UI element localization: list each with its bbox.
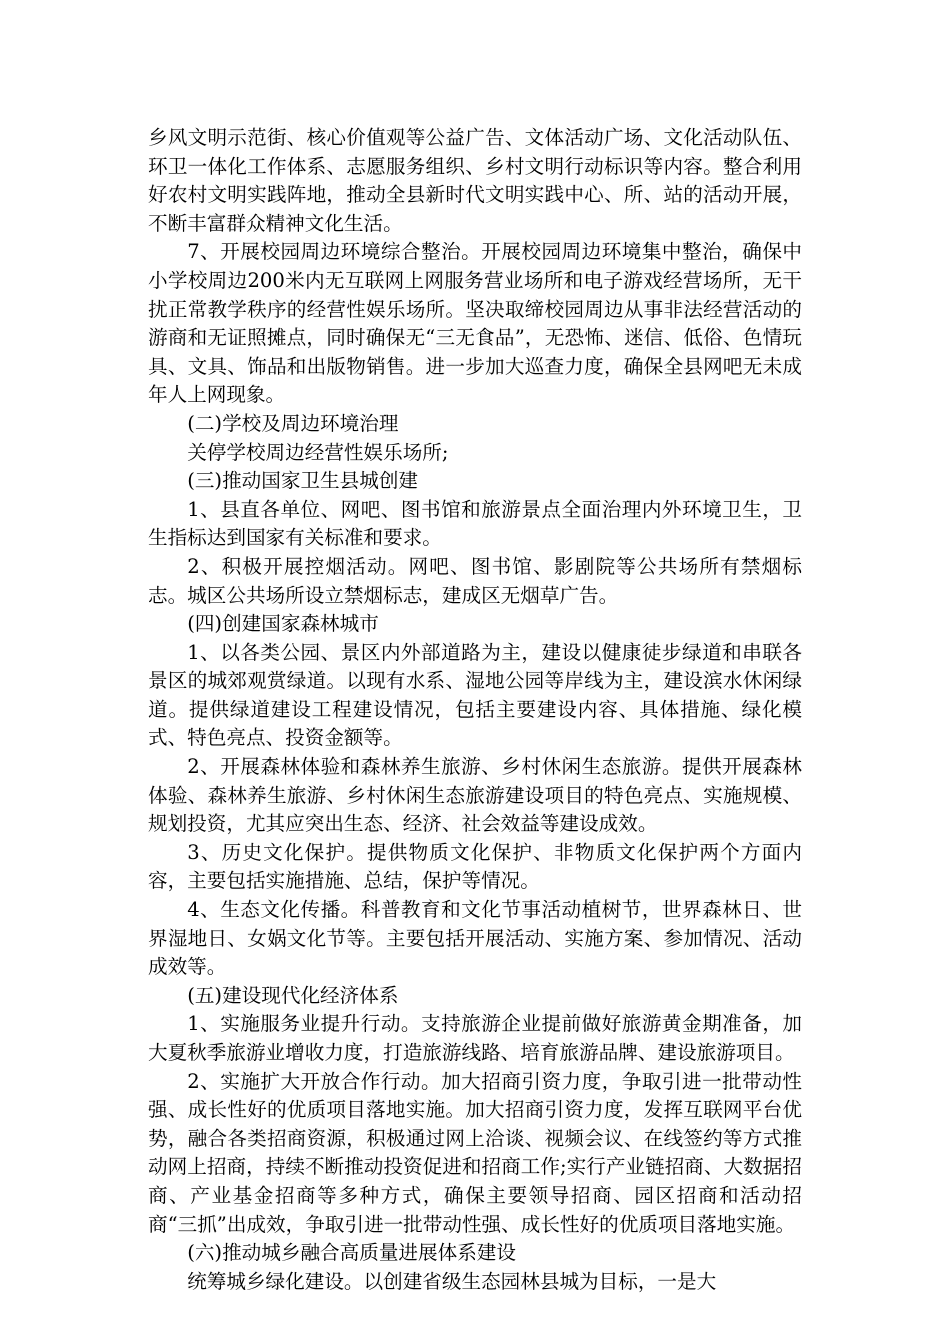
paragraph: 2、实施扩大开放合作行动。加大招商引资力度，争取引进一批带动性强、成长性好的优质项目落地实施。加大招商引资力度，发挥互联网平台优势，融合各类招商资源，积极通过网上洽谈、视频会议、在线签约等方式推动网上招商，持续不断推动投资促进和招商工作;实行产业链招商、大数据招商、产业基金招商等多种方式，确保主要领导招商、园区招商和活动招商“三抓”出成效，争取引进一批带动性强、成长性好的优质项目落地实施。 [148,1069,802,1236]
paragraph: 2、积极开展控烟活动。网吧、图书馆、影剧院等公共场所有禁烟标志。城区公共场所设立禁烟标志，建成区无烟草广告。 [148,554,802,607]
section-heading: (二)学校及周边环境治理 [187,411,399,435]
section-heading: (五)建设现代化经济体系 [187,983,399,1007]
paragraph: 关停学校周边经营性娱乐场所; [187,440,449,464]
paragraph: 乡风文明示范街、核心价值观等公益广告、文体活动广场、文化活动队伍、环卫一体化工作体系、志愿服务组织、乡村文明行动标识等内容。整合利用好农村文明实践阵地，推动全县新时代文明实践中心、所、站的活动开展，不断丰富群众精神文化生活。 [148,126,802,235]
paragraph: 1、以各类公园、景区内外部道路为主，建设以健康徒步绿道和串联各景区的城郊观赏绿道。以现有水系、湿地公园等岸线为主，建设滨水休闲绿道。提供绿道建设工程建设情况，包括主要建设内容、具体措施、绿化模式、特色亮点、投资金额等。 [148,640,802,750]
section-heading: (三)推动国家卫生县城创建 [187,469,419,493]
paragraph: 2、开展森林体验和森林养生旅游、乡村休闲生态旅游。提供开展森林体验、森林养生旅游、乡村休闲生态旅游建设项目的特色亮点、实施规模、规划投资，尤其应突出生态、经济、社会效益等建设成效。 [148,755,802,836]
paragraph: 4、生态文化传播。科普教育和文化节事活动植树节，世界森林日、世界湿地日、女娲文化节等。主要包括开展活动、实施方案、参加情况、活动成效等。 [148,898,802,979]
paragraph: 1、实施服务业提升行动。支持旅游企业提前做好旅游黄金期准备，加大夏秋季旅游业增收力度，打造旅游线路、培育旅游品牌、建设旅游项目。 [148,1012,802,1064]
section-heading: (四)创建国家森林城市 [187,612,379,636]
document-body [148,124,802,1296]
paragraph: 3、历史文化保护。提供物质文化保护、非物质文化保护两个方面内容，主要包括实施措施、总结，保护等情况。 [148,840,802,893]
paragraph: 统筹城乡绿化建设。以创建省级生态园林县城为目标，一是大 [187,1269,717,1293]
paragraph: 7、开展校园周边环境综合整治。开展校园周边环境集中整治，确保中小学校周边200米内无互联网上网服务营业场所和电子游戏经营场所，无干扰正常教学秩序的经营性娱乐场所。坚决取缔校园周边从事非法经营活动的游商和无证照摊点，同时确保无“三无食品”，无恐怖、迷信、低俗、色情玩具、文具、饰品和出版物销售。进一步加大巡查力度，确保全县网吧无未成年人上网现象。 [148,240,802,407]
section-heading: (六)推动城乡融合高质量进展体系建设 [187,1241,516,1265]
paragraph: 1、县直各单位、网吧、图书馆和旅游景点全面治理内外环境卫生，卫生指标达到国家有关标准和要求。 [148,497,802,550]
